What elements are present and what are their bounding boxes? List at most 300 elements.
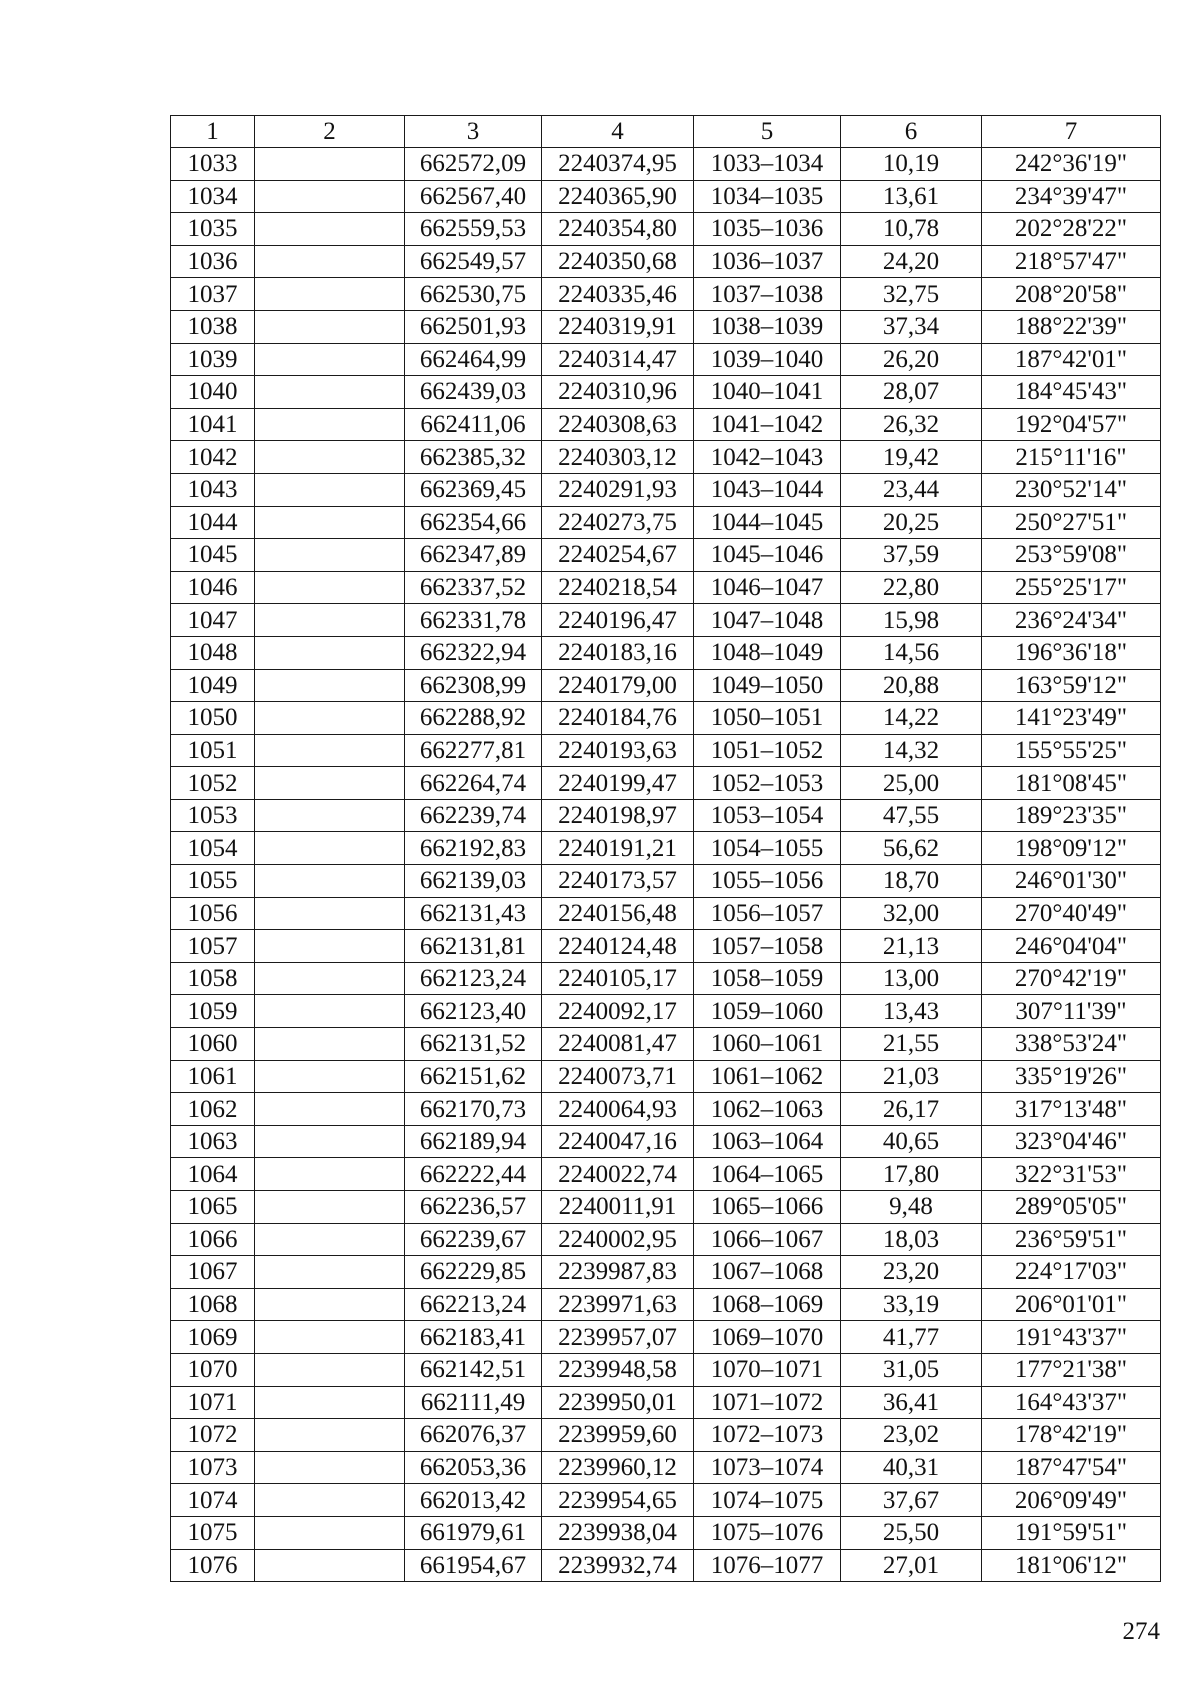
cell-segment: 1053–1054 bbox=[694, 799, 841, 832]
cell-bearing: 250°27'51" bbox=[982, 506, 1161, 539]
cell-point-number: 1050 bbox=[171, 702, 255, 735]
cell-point-number: 1073 bbox=[171, 1451, 255, 1484]
cell-column-2 bbox=[255, 1516, 405, 1549]
cell-column-2 bbox=[255, 1028, 405, 1061]
cell-point-number: 1034 bbox=[171, 180, 255, 213]
cell-column-2 bbox=[255, 1419, 405, 1452]
cell-distance: 40,65 bbox=[841, 1125, 982, 1158]
cell-point-number: 1044 bbox=[171, 506, 255, 539]
cell-coordinate-x: 662559,53 bbox=[405, 213, 542, 246]
cell-column-2 bbox=[255, 865, 405, 898]
cell-coordinate-y: 2240374,95 bbox=[542, 148, 694, 181]
table-row bbox=[171, 604, 1161, 637]
cell-coordinate-x: 662567,40 bbox=[405, 180, 542, 213]
cell-point-number: 1037 bbox=[171, 278, 255, 311]
cell-distance: 18,70 bbox=[841, 865, 982, 898]
cell-point-number: 1042 bbox=[171, 441, 255, 474]
cell-point-number: 1069 bbox=[171, 1321, 255, 1354]
cell-distance: 13,43 bbox=[841, 995, 982, 1028]
cell-coordinate-y: 2239954,65 bbox=[542, 1484, 694, 1517]
cell-coordinate-y: 2240303,12 bbox=[542, 441, 694, 474]
cell-column-2 bbox=[255, 636, 405, 669]
cell-coordinate-x: 662308,99 bbox=[405, 669, 542, 702]
cell-segment: 1071–1072 bbox=[694, 1386, 841, 1419]
cell-coordinate-y: 2240011,91 bbox=[542, 1191, 694, 1224]
cell-coordinate-x: 661954,67 bbox=[405, 1549, 542, 1582]
cell-column-2 bbox=[255, 310, 405, 343]
cell-coordinate-y: 2240291,93 bbox=[542, 473, 694, 506]
cell-coordinate-y: 2239959,60 bbox=[542, 1419, 694, 1452]
cell-bearing: 322°31'53" bbox=[982, 1158, 1161, 1191]
cell-column-2 bbox=[255, 571, 405, 604]
cell-segment: 1067–1068 bbox=[694, 1256, 841, 1289]
table-row bbox=[171, 1321, 1161, 1354]
column-header-6: 6 bbox=[841, 116, 982, 148]
cell-segment: 1039–1040 bbox=[694, 343, 841, 376]
cell-segment: 1061–1062 bbox=[694, 1060, 841, 1093]
cell-distance: 17,80 bbox=[841, 1158, 982, 1191]
cell-point-number: 1062 bbox=[171, 1093, 255, 1126]
cell-distance: 20,88 bbox=[841, 669, 982, 702]
cell-column-2 bbox=[255, 962, 405, 995]
cell-coordinate-x: 662369,45 bbox=[405, 473, 542, 506]
table-row bbox=[171, 1288, 1161, 1321]
cell-coordinate-x: 662501,93 bbox=[405, 310, 542, 343]
cell-point-number: 1052 bbox=[171, 767, 255, 800]
cell-coordinate-y: 2240196,47 bbox=[542, 604, 694, 637]
cell-column-2 bbox=[255, 1223, 405, 1256]
cell-coordinate-x: 662530,75 bbox=[405, 278, 542, 311]
cell-coordinate-y: 2240081,47 bbox=[542, 1028, 694, 1061]
cell-coordinate-x: 662111,49 bbox=[405, 1386, 542, 1419]
cell-coordinate-x: 662013,42 bbox=[405, 1484, 542, 1517]
cell-distance: 28,07 bbox=[841, 376, 982, 409]
cell-coordinate-y: 2240354,80 bbox=[542, 213, 694, 246]
cell-distance: 14,32 bbox=[841, 734, 982, 767]
column-header-7: 7 bbox=[982, 116, 1161, 148]
cell-bearing: 317°13'48" bbox=[982, 1093, 1161, 1126]
cell-column-2 bbox=[255, 930, 405, 963]
table-row bbox=[171, 1191, 1161, 1224]
cell-point-number: 1065 bbox=[171, 1191, 255, 1224]
cell-coordinate-x: 662288,92 bbox=[405, 702, 542, 735]
cell-bearing: 230°52'14" bbox=[982, 473, 1161, 506]
cell-bearing: 187°42'01" bbox=[982, 343, 1161, 376]
cell-segment: 1065–1066 bbox=[694, 1191, 841, 1224]
cell-distance: 40,31 bbox=[841, 1451, 982, 1484]
cell-point-number: 1066 bbox=[171, 1223, 255, 1256]
table-row bbox=[171, 865, 1161, 898]
cell-segment: 1036–1037 bbox=[694, 245, 841, 278]
cell-column-2 bbox=[255, 832, 405, 865]
cell-distance: 26,20 bbox=[841, 343, 982, 376]
table-row bbox=[171, 473, 1161, 506]
cell-distance: 26,32 bbox=[841, 408, 982, 441]
table-row bbox=[171, 180, 1161, 213]
cell-coordinate-x: 662439,03 bbox=[405, 376, 542, 409]
cell-column-2 bbox=[255, 213, 405, 246]
cell-segment: 1056–1057 bbox=[694, 897, 841, 930]
cell-point-number: 1055 bbox=[171, 865, 255, 898]
table-row bbox=[171, 767, 1161, 800]
cell-segment: 1060–1061 bbox=[694, 1028, 841, 1061]
cell-distance: 23,02 bbox=[841, 1419, 982, 1452]
table-row bbox=[171, 832, 1161, 865]
table-row bbox=[171, 1060, 1161, 1093]
cell-distance: 10,19 bbox=[841, 148, 982, 181]
cell-coordinate-y: 2240183,16 bbox=[542, 636, 694, 669]
cell-point-number: 1045 bbox=[171, 539, 255, 572]
cell-coordinate-x: 662572,09 bbox=[405, 148, 542, 181]
cell-coordinate-y: 2240314,47 bbox=[542, 343, 694, 376]
cell-bearing: 192°04'57" bbox=[982, 408, 1161, 441]
cell-coordinate-y: 2239987,83 bbox=[542, 1256, 694, 1289]
cell-coordinate-y: 2240193,63 bbox=[542, 734, 694, 767]
table-row bbox=[171, 310, 1161, 343]
table-row bbox=[171, 995, 1161, 1028]
cell-point-number: 1041 bbox=[171, 408, 255, 441]
cell-point-number: 1063 bbox=[171, 1125, 255, 1158]
cell-point-number: 1039 bbox=[171, 343, 255, 376]
cell-point-number: 1056 bbox=[171, 897, 255, 930]
cell-point-number: 1067 bbox=[171, 1256, 255, 1289]
cell-segment: 1041–1042 bbox=[694, 408, 841, 441]
column-header-4: 4 bbox=[542, 116, 694, 148]
cell-coordinate-x: 662142,51 bbox=[405, 1353, 542, 1386]
cell-bearing: 188°22'39" bbox=[982, 310, 1161, 343]
cell-column-2 bbox=[255, 180, 405, 213]
cell-bearing: 206°01'01" bbox=[982, 1288, 1161, 1321]
cell-coordinate-y: 2240105,17 bbox=[542, 962, 694, 995]
cell-coordinate-x: 662411,06 bbox=[405, 408, 542, 441]
cell-coordinate-x: 662123,24 bbox=[405, 962, 542, 995]
cell-segment: 1068–1069 bbox=[694, 1288, 841, 1321]
cell-coordinate-y: 2240335,46 bbox=[542, 278, 694, 311]
cell-distance: 10,78 bbox=[841, 213, 982, 246]
cell-segment: 1059–1060 bbox=[694, 995, 841, 1028]
cell-coordinate-x: 662053,36 bbox=[405, 1451, 542, 1484]
cell-coordinate-x: 662464,99 bbox=[405, 343, 542, 376]
cell-distance: 27,01 bbox=[841, 1549, 982, 1582]
cell-segment: 1047–1048 bbox=[694, 604, 841, 637]
cell-coordinate-y: 2240254,67 bbox=[542, 539, 694, 572]
cell-segment: 1035–1036 bbox=[694, 213, 841, 246]
cell-bearing: 196°36'18" bbox=[982, 636, 1161, 669]
cell-coordinate-x: 662222,44 bbox=[405, 1158, 542, 1191]
cell-bearing: 184°45'43" bbox=[982, 376, 1161, 409]
cell-point-number: 1057 bbox=[171, 930, 255, 963]
cell-column-2 bbox=[255, 1386, 405, 1419]
cell-segment: 1051–1052 bbox=[694, 734, 841, 767]
table-row bbox=[171, 1516, 1161, 1549]
cell-segment: 1045–1046 bbox=[694, 539, 841, 572]
table-row bbox=[171, 1419, 1161, 1452]
cell-column-2 bbox=[255, 539, 405, 572]
table-row bbox=[171, 539, 1161, 572]
cell-segment: 1054–1055 bbox=[694, 832, 841, 865]
cell-coordinate-x: 662213,24 bbox=[405, 1288, 542, 1321]
cell-column-2 bbox=[255, 1321, 405, 1354]
cell-point-number: 1051 bbox=[171, 734, 255, 767]
cell-coordinate-y: 2240064,93 bbox=[542, 1093, 694, 1126]
cell-segment: 1042–1043 bbox=[694, 441, 841, 474]
cell-column-2 bbox=[255, 408, 405, 441]
cell-segment: 1040–1041 bbox=[694, 376, 841, 409]
cell-segment: 1050–1051 bbox=[694, 702, 841, 735]
table-row bbox=[171, 897, 1161, 930]
cell-coordinate-y: 2239950,01 bbox=[542, 1386, 694, 1419]
cell-distance: 47,55 bbox=[841, 799, 982, 832]
cell-bearing: 208°20'58" bbox=[982, 278, 1161, 311]
cell-column-2 bbox=[255, 1191, 405, 1224]
cell-coordinate-x: 662192,83 bbox=[405, 832, 542, 865]
cell-distance: 19,42 bbox=[841, 441, 982, 474]
cell-coordinate-x: 662131,81 bbox=[405, 930, 542, 963]
cell-coordinate-y: 2239938,04 bbox=[542, 1516, 694, 1549]
cell-column-2 bbox=[255, 767, 405, 800]
cell-segment: 1075–1076 bbox=[694, 1516, 841, 1549]
column-header-1: 1 bbox=[171, 116, 255, 148]
cell-coordinate-y: 2239971,63 bbox=[542, 1288, 694, 1321]
cell-point-number: 1043 bbox=[171, 473, 255, 506]
cell-segment: 1064–1065 bbox=[694, 1158, 841, 1191]
cell-segment: 1052–1053 bbox=[694, 767, 841, 800]
cell-distance: 26,17 bbox=[841, 1093, 982, 1126]
cell-segment: 1070–1071 bbox=[694, 1353, 841, 1386]
cell-point-number: 1064 bbox=[171, 1158, 255, 1191]
cell-segment: 1044–1045 bbox=[694, 506, 841, 539]
cell-segment: 1034–1035 bbox=[694, 180, 841, 213]
cell-coordinate-x: 662139,03 bbox=[405, 865, 542, 898]
cell-column-2 bbox=[255, 376, 405, 409]
table-row bbox=[171, 1093, 1161, 1126]
cell-coordinate-y: 2240092,17 bbox=[542, 995, 694, 1028]
page-number: 274 bbox=[1122, 1618, 1160, 1645]
cell-coordinate-y: 2239957,07 bbox=[542, 1321, 694, 1354]
table-row bbox=[171, 376, 1161, 409]
cell-column-2 bbox=[255, 148, 405, 181]
table-row bbox=[171, 734, 1161, 767]
cell-bearing: 187°47'54" bbox=[982, 1451, 1161, 1484]
cell-column-2 bbox=[255, 245, 405, 278]
cell-coordinate-x: 662239,74 bbox=[405, 799, 542, 832]
table-row bbox=[171, 799, 1161, 832]
cell-distance: 24,20 bbox=[841, 245, 982, 278]
table-row bbox=[171, 213, 1161, 246]
cell-coordinate-y: 2239932,74 bbox=[542, 1549, 694, 1582]
cell-coordinate-x: 662076,37 bbox=[405, 1419, 542, 1452]
cell-segment: 1049–1050 bbox=[694, 669, 841, 702]
cell-column-2 bbox=[255, 343, 405, 376]
cell-coordinate-y: 2240199,47 bbox=[542, 767, 694, 800]
cell-bearing: 191°43'37" bbox=[982, 1321, 1161, 1354]
cell-bearing: 270°42'19" bbox=[982, 962, 1161, 995]
cell-segment: 1038–1039 bbox=[694, 310, 841, 343]
cell-coordinate-y: 2240365,90 bbox=[542, 180, 694, 213]
column-header-5: 5 bbox=[694, 116, 841, 148]
cell-distance: 33,19 bbox=[841, 1288, 982, 1321]
cell-point-number: 1071 bbox=[171, 1386, 255, 1419]
cell-segment: 1046–1047 bbox=[694, 571, 841, 604]
cell-coordinate-y: 2240191,21 bbox=[542, 832, 694, 865]
cell-bearing: 307°11'39" bbox=[982, 995, 1161, 1028]
table-row bbox=[171, 962, 1161, 995]
cell-point-number: 1035 bbox=[171, 213, 255, 246]
cell-bearing: 181°06'12" bbox=[982, 1549, 1161, 1582]
cell-segment: 1066–1067 bbox=[694, 1223, 841, 1256]
cell-coordinate-x: 662347,89 bbox=[405, 539, 542, 572]
cell-point-number: 1033 bbox=[171, 148, 255, 181]
table-row bbox=[171, 408, 1161, 441]
table-row bbox=[171, 506, 1161, 539]
cell-bearing: 253°59'08" bbox=[982, 539, 1161, 572]
cell-column-2 bbox=[255, 604, 405, 637]
cell-distance: 56,62 bbox=[841, 832, 982, 865]
cell-coordinate-y: 2240173,57 bbox=[542, 865, 694, 898]
cell-distance: 13,61 bbox=[841, 180, 982, 213]
cell-bearing: 218°57'47" bbox=[982, 245, 1161, 278]
table-header-row bbox=[171, 116, 1161, 148]
cell-column-2 bbox=[255, 734, 405, 767]
cell-point-number: 1072 bbox=[171, 1419, 255, 1452]
table-row bbox=[171, 278, 1161, 311]
table-row bbox=[171, 245, 1161, 278]
cell-distance: 15,98 bbox=[841, 604, 982, 637]
cell-bearing: 255°25'17" bbox=[982, 571, 1161, 604]
table-row bbox=[171, 1386, 1161, 1419]
cell-coordinate-y: 2240047,16 bbox=[542, 1125, 694, 1158]
cell-column-2 bbox=[255, 799, 405, 832]
table-row bbox=[171, 669, 1161, 702]
cell-point-number: 1076 bbox=[171, 1549, 255, 1582]
cell-column-2 bbox=[255, 1549, 405, 1582]
cell-distance: 32,75 bbox=[841, 278, 982, 311]
cell-distance: 21,55 bbox=[841, 1028, 982, 1061]
cell-distance: 23,44 bbox=[841, 473, 982, 506]
cell-coordinate-y: 2239948,58 bbox=[542, 1353, 694, 1386]
cell-segment: 1072–1073 bbox=[694, 1419, 841, 1452]
cell-bearing: 234°39'47" bbox=[982, 180, 1161, 213]
cell-bearing: 338°53'24" bbox=[982, 1028, 1161, 1061]
cell-distance: 18,03 bbox=[841, 1223, 982, 1256]
cell-column-2 bbox=[255, 1256, 405, 1289]
cell-point-number: 1074 bbox=[171, 1484, 255, 1517]
cell-column-2 bbox=[255, 1288, 405, 1321]
cell-coordinate-y: 2240218,54 bbox=[542, 571, 694, 604]
cell-segment: 1073–1074 bbox=[694, 1451, 841, 1484]
table-row bbox=[171, 343, 1161, 376]
cell-column-2 bbox=[255, 897, 405, 930]
cell-bearing: 270°40'49" bbox=[982, 897, 1161, 930]
cell-bearing: 163°59'12" bbox=[982, 669, 1161, 702]
cell-segment: 1076–1077 bbox=[694, 1549, 841, 1582]
cell-column-2 bbox=[255, 506, 405, 539]
cell-point-number: 1038 bbox=[171, 310, 255, 343]
cell-bearing: 198°09'12" bbox=[982, 832, 1161, 865]
cell-bearing: 224°17'03" bbox=[982, 1256, 1161, 1289]
cell-bearing: 155°55'25" bbox=[982, 734, 1161, 767]
table-row bbox=[171, 1158, 1161, 1191]
cell-bearing: 246°01'30" bbox=[982, 865, 1161, 898]
cell-point-number: 1060 bbox=[171, 1028, 255, 1061]
cell-coordinate-y: 2240319,91 bbox=[542, 310, 694, 343]
cell-column-2 bbox=[255, 278, 405, 311]
cell-point-number: 1036 bbox=[171, 245, 255, 278]
table-row bbox=[171, 148, 1161, 181]
cell-segment: 1043–1044 bbox=[694, 473, 841, 506]
cell-column-2 bbox=[255, 1353, 405, 1386]
coordinates-table bbox=[170, 115, 1161, 1582]
cell-coordinate-x: 662183,41 bbox=[405, 1321, 542, 1354]
cell-column-2 bbox=[255, 441, 405, 474]
table-row bbox=[171, 1353, 1161, 1386]
cell-segment: 1048–1049 bbox=[694, 636, 841, 669]
column-header-3: 3 bbox=[405, 116, 542, 148]
table-row bbox=[171, 930, 1161, 963]
table-row bbox=[171, 1125, 1161, 1158]
cell-segment: 1063–1064 bbox=[694, 1125, 841, 1158]
cell-distance: 21,13 bbox=[841, 930, 982, 963]
cell-distance: 32,00 bbox=[841, 897, 982, 930]
cell-bearing: 323°04'46" bbox=[982, 1125, 1161, 1158]
cell-distance: 14,22 bbox=[841, 702, 982, 735]
cell-bearing: 164°43'37" bbox=[982, 1386, 1161, 1419]
table-row bbox=[171, 702, 1161, 735]
cell-segment: 1057–1058 bbox=[694, 930, 841, 963]
cell-distance: 21,03 bbox=[841, 1060, 982, 1093]
cell-column-2 bbox=[255, 1484, 405, 1517]
cell-point-number: 1049 bbox=[171, 669, 255, 702]
cell-point-number: 1048 bbox=[171, 636, 255, 669]
cell-coordinate-y: 2239960,12 bbox=[542, 1451, 694, 1484]
cell-bearing: 178°42'19" bbox=[982, 1419, 1161, 1452]
cell-coordinate-x: 662170,73 bbox=[405, 1093, 542, 1126]
table-row bbox=[171, 1028, 1161, 1061]
cell-segment: 1055–1056 bbox=[694, 865, 841, 898]
cell-point-number: 1046 bbox=[171, 571, 255, 604]
cell-coordinate-y: 2240198,97 bbox=[542, 799, 694, 832]
cell-distance: 9,48 bbox=[841, 1191, 982, 1224]
cell-distance: 31,05 bbox=[841, 1353, 982, 1386]
cell-column-2 bbox=[255, 1060, 405, 1093]
cell-coordinate-x: 662331,78 bbox=[405, 604, 542, 637]
cell-point-number: 1075 bbox=[171, 1516, 255, 1549]
table-row bbox=[171, 1223, 1161, 1256]
cell-coordinate-x: 662131,43 bbox=[405, 897, 542, 930]
cell-coordinate-y: 2240179,00 bbox=[542, 669, 694, 702]
cell-coordinate-y: 2240022,74 bbox=[542, 1158, 694, 1191]
cell-column-2 bbox=[255, 669, 405, 702]
cell-coordinate-x: 662131,52 bbox=[405, 1028, 542, 1061]
cell-distance: 37,59 bbox=[841, 539, 982, 572]
cell-coordinate-y: 2240350,68 bbox=[542, 245, 694, 278]
cell-coordinate-y: 2240124,48 bbox=[542, 930, 694, 963]
cell-distance: 20,25 bbox=[841, 506, 982, 539]
cell-coordinate-y: 2240184,76 bbox=[542, 702, 694, 735]
cell-bearing: 242°36'19" bbox=[982, 148, 1161, 181]
table-row bbox=[171, 1256, 1161, 1289]
table-row bbox=[171, 441, 1161, 474]
table-body bbox=[171, 148, 1161, 1582]
cell-coordinate-x: 662549,57 bbox=[405, 245, 542, 278]
cell-distance: 37,34 bbox=[841, 310, 982, 343]
table-row bbox=[171, 571, 1161, 604]
cell-coordinate-y: 2240073,71 bbox=[542, 1060, 694, 1093]
cell-segment: 1069–1070 bbox=[694, 1321, 841, 1354]
cell-bearing: 236°59'51" bbox=[982, 1223, 1161, 1256]
cell-coordinate-y: 2240308,63 bbox=[542, 408, 694, 441]
cell-coordinate-x: 662337,52 bbox=[405, 571, 542, 604]
